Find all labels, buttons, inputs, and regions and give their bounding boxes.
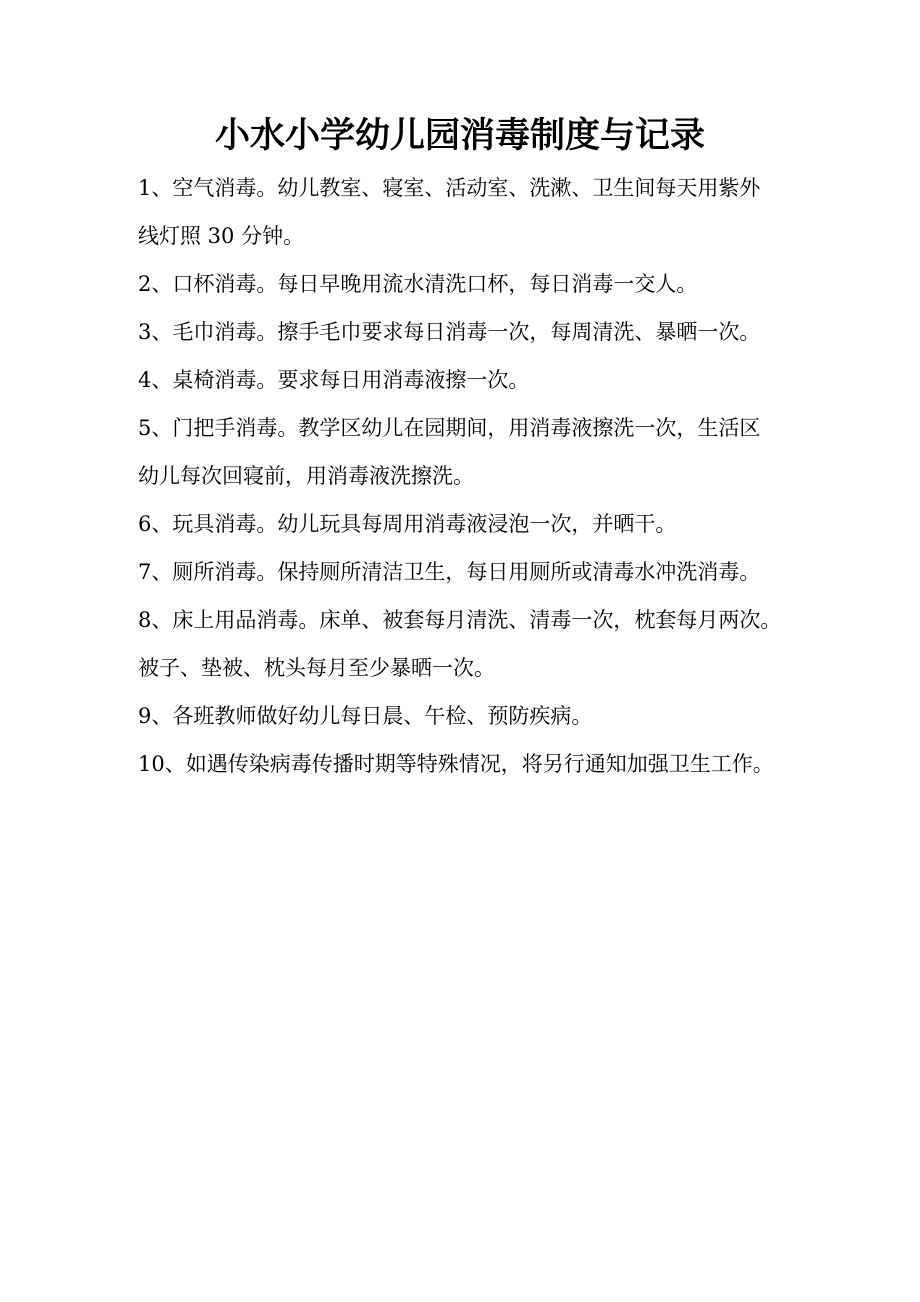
rule-3: 3、毛巾消毒。擦手毛巾要求每日消毒一次，每周清洗、暴晒一次。 [138, 320, 761, 344]
document-title: 小水小学幼儿园消毒制度与记录 [214, 115, 705, 156]
rule-4: 4、桌椅消毒。要求每日用消毒液擦一次。 [138, 368, 530, 392]
document-body [138, 164, 798, 788]
rule-10: 10、如遇传染病毒传播时期等特殊情况，将另行通知加强卫生工作。 [138, 752, 774, 776]
rule-6: 6、玩具消毒。幼儿玩具每周用消毒液浸泡一次，并晒干。 [138, 512, 677, 536]
rule-7: 7、厕所消毒。保持厕所清洁卫生，每日用厕所或清毒水冲洗消毒。 [138, 560, 761, 584]
rule-5-line-2: 幼儿每次回寝前，用消毒液洗擦洗。 [138, 464, 474, 488]
rule-9: 9、各班教师做好幼儿每日晨、午检、预防疾病。 [138, 704, 593, 728]
rule-2: 2、口杯消毒。每日早晚用流水清洗口杯，每日消毒一交人。 [138, 272, 698, 296]
rule-8-line-2: 被子、垫被、枕头每月至少暴晒一次。 [138, 656, 495, 680]
rule-8-line-1: 8、床上用品消毒。床单、被套每月清洗、清毒一次，枕套每月两次。 [138, 608, 782, 632]
rule-5-line-1: 5、门把手消毒。教学区幼儿在园期间，用消毒液擦洗一次，生活区 [138, 416, 761, 440]
rule-1-line-2: 线灯照 30 分钟。 [138, 224, 305, 248]
rule-1-line-1: 1、空气消毒。幼儿教室、寝室、活动室、洗漱、卫生间每天用紫外 [138, 176, 761, 200]
